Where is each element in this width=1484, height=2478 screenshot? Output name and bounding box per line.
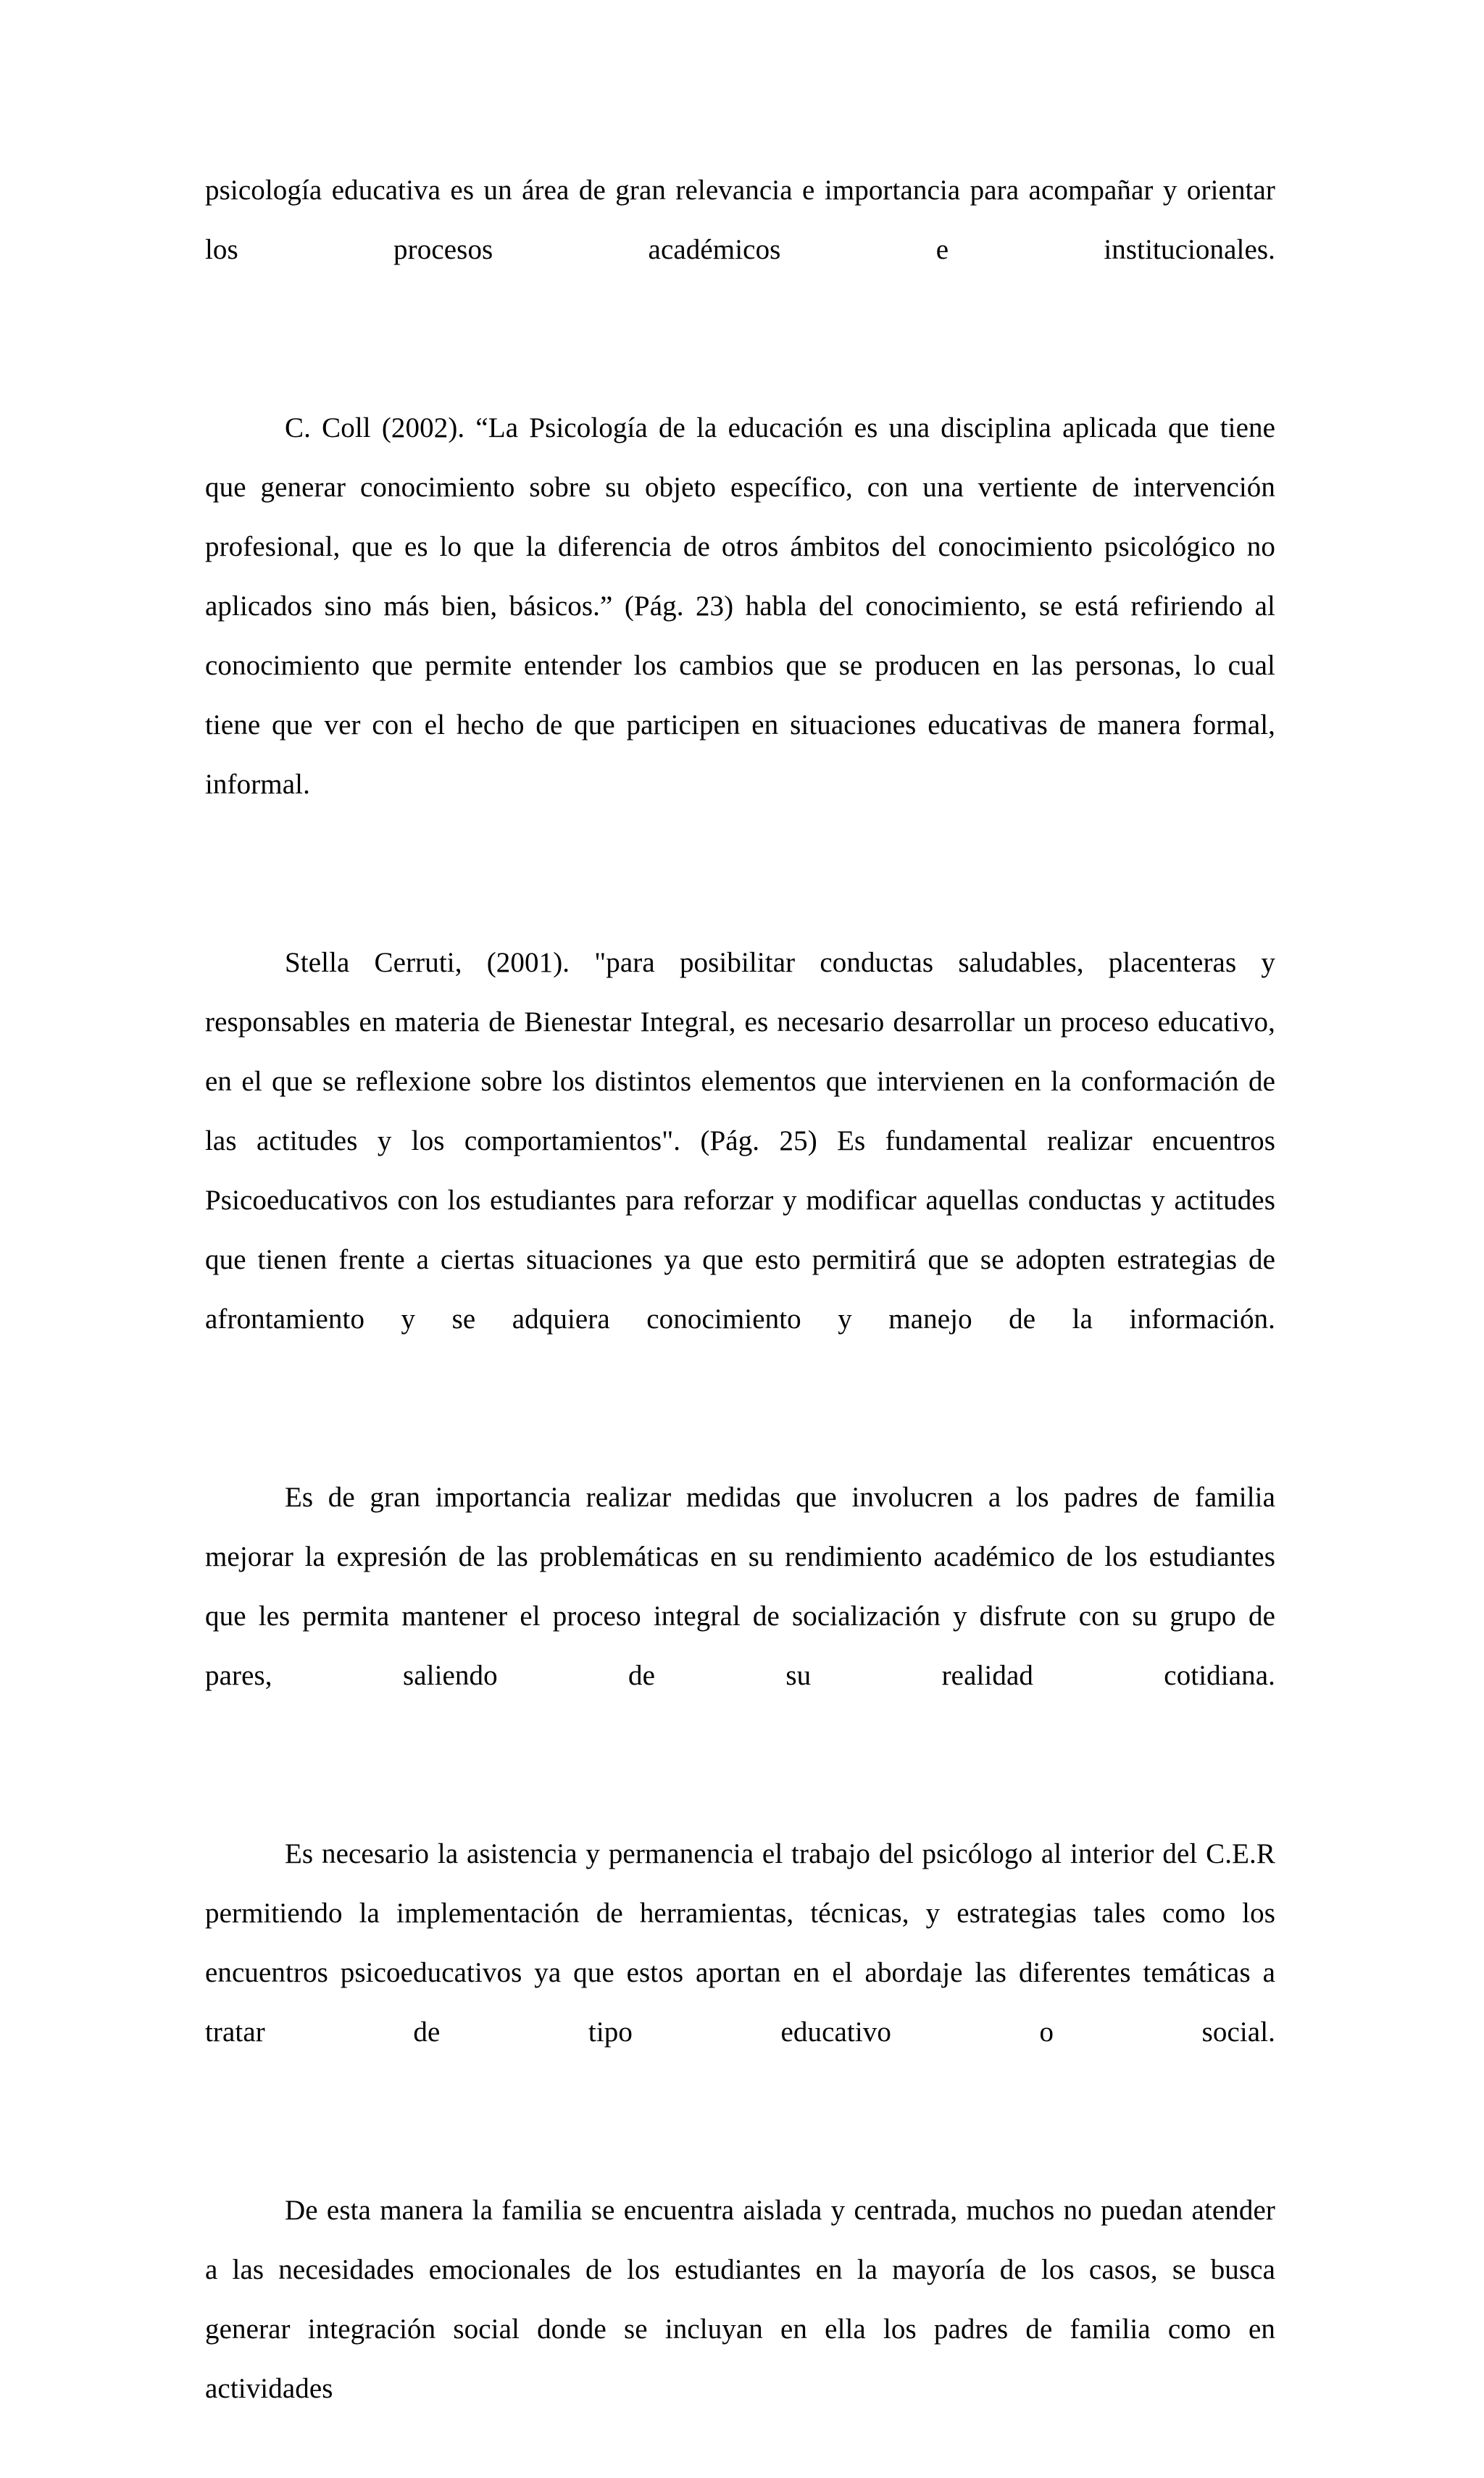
paragraph-continuation: psicología educativa es un área de gran relevancia e importancia para acompañar y orientar los procesos académicos e institucionales. xyxy=(205,175,1275,265)
paragraph-cerruti-quote: Stella Cerruti, (2001). "para posibilitar conductas saludables, placenteras y responsables en materia de Bienestar Integral, es necesario desarrollar un proceso educativo, en el que se reflexione sobre los distintos elementos que intervienen en la conformación de las actitudes y los comportamientos". (Pág. 25) Es fundamental realizar encuentros Psicoeducativos con los estudiantes para reforzar y modificar aquellas conductas y actitudes que tienen frente a ciertas situaciones ya que esto permitirá que se adopten estrategias de afrontamiento y se adquiera conocimiento y manejo de la información. xyxy=(205,947,1275,1335)
paragraph-coll-quote: C. Coll (2002). “La Psicología de la educación es una disciplina aplicada que tiene que generar conocimiento sobre su objeto específico, con una vertiente de intervención profesional, que es lo que la diferencia de otros ámbitos del conocimiento psicológico no aplicados sino más bien, básicos.” (Pág. 23) habla del conocimiento, se está refiriendo al conocimiento que permite entender los cambios que se producen en las personas, lo cual tiene que ver con el hecho de que participen en situaciones educativas de manera formal, informal. xyxy=(205,412,1275,800)
paragraph-psychologist-role: Es necesario la asistencia y permanencia el trabajo del psicólogo al interior del C.E.R permitiendo la implementación de herramientas, técnicas, y estrategias tales como los encuentros psicoeducativos ya que estos aportan en el abordaje las diferentes temáticas a tratar de tipo educativo o social. xyxy=(205,1838,1275,2048)
paragraph-family-involvement: Es de gran importancia realizar medidas que involucren a los padres de familia mejorar la expresión de las problemáticas en su rendimiento académico de los estudiantes que les permita mantener el proceso integral de socialización y disfrute con su grupo de pares, saliendo de su realidad cotidiana. xyxy=(205,1482,1275,1691)
body-text-column xyxy=(205,161,1275,2478)
paragraph-social-integration: De esta manera la familia se encuentra aislada y centrada, muchos no puedan atender a las necesidades emocionales de los estudiantes en la mayoría de los casos, se busca generar integración social donde se incluyan en ella los padres de familia como en actividades xyxy=(205,2195,1275,2404)
